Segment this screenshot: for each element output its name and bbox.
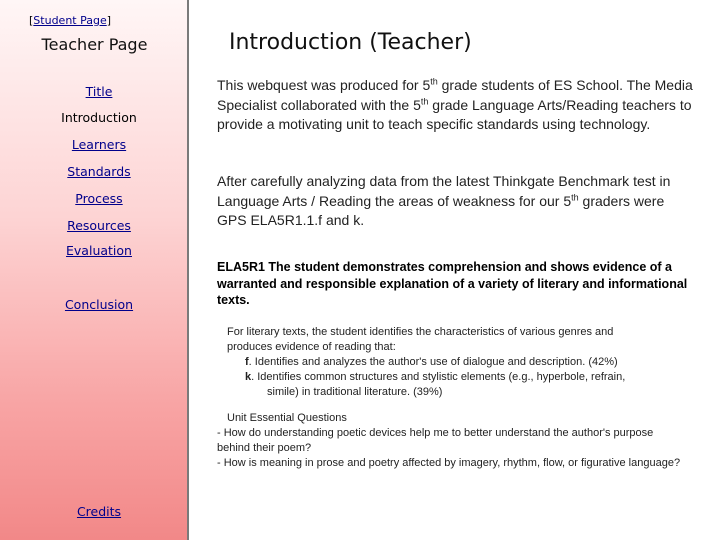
nav-learners[interactable]: Learners bbox=[71, 137, 127, 152]
nav-introduction: Introduction bbox=[61, 110, 137, 125]
intro-paragraph: This webquest was produced for 5th grade students of ES School. The Media Specialist collaborated with the 5th grade Language Arts/Reading teachers to provide a motivating unit to teach specific standards using technology. bbox=[217, 76, 693, 132]
bracket-open: [ bbox=[29, 14, 34, 27]
page-title: Introduction (Teacher) bbox=[229, 30, 472, 55]
literary-line-2: produces evidence of reading that: bbox=[227, 341, 396, 353]
nav-credits[interactable]: Credits bbox=[76, 504, 122, 519]
nav-title[interactable]: Title bbox=[85, 84, 113, 99]
bracket-close: ] bbox=[106, 14, 112, 27]
nav-evaluation[interactable]: Evaluation bbox=[66, 243, 132, 258]
question-2: - How is meaning in prose and poetry affected by imagery, rhythm, flow, or figurative language? bbox=[217, 457, 681, 469]
student-page-link-wrapper bbox=[29, 14, 111, 27]
standard-f: f. Identifies and analyzes the author's use of dialogue and description. (42%) bbox=[245, 356, 618, 368]
sidebar bbox=[0, 0, 189, 540]
nav-process[interactable]: Process bbox=[75, 191, 123, 206]
analysis-paragraph: After carefully analyzing data from the latest Thinkgate Benchmark test in Language Arts / Reading the areas of weakness for our 5th graders were GPS ELA5R1.1.f and k. bbox=[217, 173, 671, 228]
nav-standards[interactable]: Standards bbox=[67, 164, 131, 179]
student-page-link[interactable]: Student Page bbox=[33, 14, 107, 27]
essential-questions-block bbox=[217, 411, 687, 471]
nav-resources[interactable]: Resources bbox=[67, 218, 131, 233]
standard-statement: ELA5R1 The student demonstrates comprehension and shows evidence of a warranted and responsible explanation of a variety of literary and informational texts. bbox=[217, 260, 688, 307]
nav-conclusion[interactable]: Conclusion bbox=[64, 297, 134, 312]
standard-k-cont: simile) in traditional literature. (39%) bbox=[267, 386, 443, 398]
standard-k: k. Identifies common structures and stylistic elements (e.g., hyperbole, refrain, bbox=[245, 371, 626, 383]
sidebar-title: Teacher Page bbox=[41, 35, 148, 54]
question-1: - How do understanding poetic devices help me to better understand the author's purpose behind their poem? bbox=[217, 427, 654, 454]
literary-line-1: For literary texts, the student identifies the characteristics of various genres and bbox=[227, 326, 614, 338]
literary-texts-block bbox=[217, 325, 697, 400]
questions-heading: Unit Essential Questions bbox=[227, 412, 347, 424]
